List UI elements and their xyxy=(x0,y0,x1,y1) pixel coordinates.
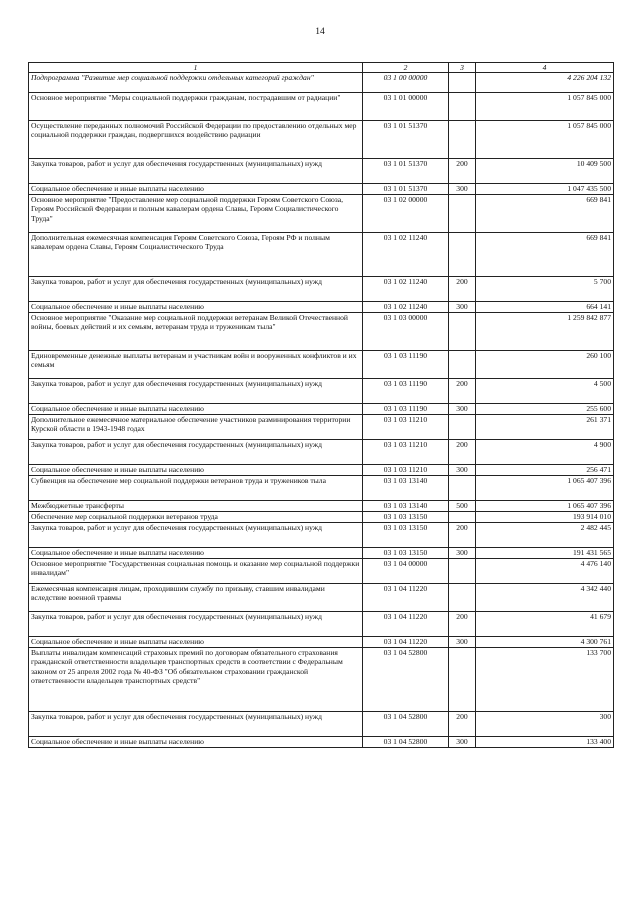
row-code-cell: 03 1 04 52800 xyxy=(363,737,449,748)
row-name-cell: Социальное обеспечение и иные выплаты населению xyxy=(29,737,363,748)
row-code-cell: 03 1 01 00000 xyxy=(363,93,449,121)
row-code-cell: 03 1 03 13150 xyxy=(363,523,449,548)
row-name-cell: Закупка товаров, работ и услуг для обеспечения государственных (муниципальных) нужд xyxy=(29,277,363,302)
row-name-cell: Закупка товаров, работ и услуг для обеспечения государственных (муниципальных) нужд xyxy=(29,612,363,637)
table-row xyxy=(29,302,614,313)
row-code-cell: 03 1 01 51370 xyxy=(363,184,449,195)
row-code-cell: 03 1 02 11240 xyxy=(363,302,449,313)
row-name-cell: Основное мероприятие "Меры социальной поддержки гражданам, пострадавшим от радиации" xyxy=(29,93,363,121)
row-code-cell: 03 1 01 51370 xyxy=(363,159,449,184)
table-row xyxy=(29,512,614,523)
row-kind-cell xyxy=(449,648,476,712)
row-code-cell: 03 1 03 11210 xyxy=(363,440,449,465)
row-code-cell: 03 1 02 00000 xyxy=(363,195,449,233)
row-kind-cell: 300 xyxy=(449,548,476,559)
row-amount-cell: 4 226 204 132 xyxy=(476,73,614,93)
row-code-cell: 03 1 03 00000 xyxy=(363,313,449,351)
row-amount-cell: 669 841 xyxy=(476,233,614,277)
row-kind-cell: 300 xyxy=(449,302,476,313)
row-amount-cell: 255 600 xyxy=(476,404,614,415)
row-code-cell: 03 1 03 11210 xyxy=(363,415,449,440)
row-code-cell: 03 1 03 11190 xyxy=(363,351,449,379)
row-kind-cell xyxy=(449,195,476,233)
row-code-cell: 03 1 03 13140 xyxy=(363,501,449,512)
row-name-cell: Закупка товаров, работ и услуг для обеспечения государственных (муниципальных) нужд xyxy=(29,159,363,184)
row-kind-cell xyxy=(449,73,476,93)
row-code-cell: 03 1 03 13140 xyxy=(363,476,449,501)
row-name-cell: Социальное обеспечение и иные выплаты населению xyxy=(29,404,363,415)
row-amount-cell: 4 342 440 xyxy=(476,584,614,612)
table-row xyxy=(29,712,614,737)
table-row xyxy=(29,195,614,233)
row-kind-cell: 200 xyxy=(449,440,476,465)
row-kind-cell: 300 xyxy=(449,404,476,415)
row-amount-cell: 133 400 xyxy=(476,737,614,748)
row-amount-cell: 1 259 842 877 xyxy=(476,313,614,351)
row-code-cell: 03 1 04 52800 xyxy=(363,648,449,712)
row-name-cell: Осуществление переданных полномочий Российской Федерации по предоставлению отдельных мер социальной поддержки граждан, подвергшихся воздействию радиации xyxy=(29,121,363,159)
row-code-cell: 03 1 04 00000 xyxy=(363,559,449,584)
row-name-cell: Выплаты инвалидам компенсаций страховых премий по договорам обязательного страхования гражданской ответственности владельцев транспортных средств в соответствии с Федеральным законом от 25 апреля 2002 года № 40-ФЗ "Об обязательном страховании гражданской ответственности владельцев транспортных средств" xyxy=(29,648,363,712)
row-kind-cell: 200 xyxy=(449,159,476,184)
row-amount-cell: 4 300 761 xyxy=(476,637,614,648)
row-kind-cell xyxy=(449,93,476,121)
row-code-cell: 03 1 00 00000 xyxy=(363,73,449,93)
row-amount-cell: 1 065 407 396 xyxy=(476,501,614,512)
row-amount-cell: 191 431 565 xyxy=(476,548,614,559)
table-row xyxy=(29,523,614,548)
table-body xyxy=(29,73,614,748)
row-kind-cell xyxy=(449,476,476,501)
row-name-cell: Дополнительная ежемесячная компенсация Героям Советского Союза, Героям РФ и полным кавалерам ордена Славы, Героям Социалистического Труда xyxy=(29,233,363,277)
row-kind-cell: 300 xyxy=(449,184,476,195)
row-name-cell: Закупка товаров, работ и услуг для обеспечения государственных (муниципальных) нужд xyxy=(29,379,363,404)
row-amount-cell: 193 914 010 xyxy=(476,512,614,523)
row-kind-cell: 200 xyxy=(449,612,476,637)
row-amount-cell: 1 057 845 000 xyxy=(476,121,614,159)
row-kind-cell: 300 xyxy=(449,637,476,648)
table-row xyxy=(29,233,614,277)
table-row xyxy=(29,737,614,748)
row-code-cell: 03 1 03 13150 xyxy=(363,512,449,523)
row-kind-cell: 200 xyxy=(449,379,476,404)
row-kind-cell xyxy=(449,351,476,379)
row-amount-cell: 10 409 500 xyxy=(476,159,614,184)
table-row xyxy=(29,277,614,302)
table-row xyxy=(29,584,614,612)
row-name-cell: Закупка товаров, работ и услуг для обеспечения государственных (муниципальных) нужд xyxy=(29,440,363,465)
row-name-cell: Единовременные денежные выплаты ветеранам и участникам войн и вооруженных конфликтов и их семьям xyxy=(29,351,363,379)
row-name-cell: Основное мероприятие "Оказание мер социальной поддержки ветеранам Великой Отечественной войны, боевых действий и их семьям, ветеранам труда и труженикам тыла" xyxy=(29,313,363,351)
table-row xyxy=(29,612,614,637)
row-kind-cell xyxy=(449,313,476,351)
row-code-cell: 03 1 04 11220 xyxy=(363,612,449,637)
row-name-cell: Социальное обеспечение и иные выплаты населению xyxy=(29,465,363,476)
table-row xyxy=(29,379,614,404)
row-code-cell: 03 1 03 11190 xyxy=(363,379,449,404)
table-row xyxy=(29,184,614,195)
row-code-cell: 03 1 04 11220 xyxy=(363,637,449,648)
row-amount-cell: 4 900 xyxy=(476,440,614,465)
row-kind-cell: 500 xyxy=(449,501,476,512)
table-row xyxy=(29,313,614,351)
table-header-row xyxy=(29,63,614,73)
table-row xyxy=(29,351,614,379)
table-row xyxy=(29,440,614,465)
table-row xyxy=(29,559,614,584)
table-row xyxy=(29,93,614,121)
row-amount-cell: 669 841 xyxy=(476,195,614,233)
row-code-cell: 03 1 04 11220 xyxy=(363,584,449,612)
row-amount-cell: 664 141 xyxy=(476,302,614,313)
table-row xyxy=(29,637,614,648)
table-row xyxy=(29,415,614,440)
row-amount-cell: 260 100 xyxy=(476,351,614,379)
row-kind-cell xyxy=(449,512,476,523)
row-code-cell: 03 1 03 11190 xyxy=(363,404,449,415)
table-row xyxy=(29,465,614,476)
row-kind-cell: 300 xyxy=(449,465,476,476)
row-amount-cell: 133 700 xyxy=(476,648,614,712)
row-amount-cell: 5 700 xyxy=(476,277,614,302)
row-code-cell: 03 1 04 52800 xyxy=(363,712,449,737)
row-name-cell: Основное мероприятие "Государственная социальная помощь и оказание мер социальной поддержки инвалидам" xyxy=(29,559,363,584)
row-code-cell: 03 1 03 13150 xyxy=(363,548,449,559)
row-kind-cell: 200 xyxy=(449,523,476,548)
row-name-cell: Социальное обеспечение и иные выплаты населению xyxy=(29,637,363,648)
row-amount-cell: 256 471 xyxy=(476,465,614,476)
header-col-name: 1 xyxy=(29,63,363,73)
row-kind-cell xyxy=(449,415,476,440)
row-name-cell: Межбюджетные трансферты xyxy=(29,501,363,512)
row-kind-cell: 200 xyxy=(449,712,476,737)
header-col-amount: 4 xyxy=(476,63,614,73)
header-col-kind: 3 xyxy=(449,63,476,73)
row-amount-cell: 300 xyxy=(476,712,614,737)
row-name-cell: Подпрограмма "Развитие мер социальной поддержки отдельных категорий граждан" xyxy=(29,73,363,93)
row-name-cell: Субвенция на обеспечение мер социальной поддержки ветеранов труда и тружеников тыла xyxy=(29,476,363,501)
row-kind-cell: 300 xyxy=(449,737,476,748)
row-amount-cell: 1 065 407 396 xyxy=(476,476,614,501)
row-name-cell: Закупка товаров, работ и услуг для обеспечения государственных (муниципальных) нужд xyxy=(29,712,363,737)
row-kind-cell xyxy=(449,584,476,612)
table-row xyxy=(29,476,614,501)
table-row xyxy=(29,73,614,93)
table-row xyxy=(29,548,614,559)
table-row xyxy=(29,121,614,159)
row-name-cell: Социальное обеспечение и иные выплаты населению xyxy=(29,184,363,195)
table-row xyxy=(29,648,614,712)
table-row xyxy=(29,501,614,512)
row-code-cell: 03 1 01 51370 xyxy=(363,121,449,159)
row-amount-cell: 41 679 xyxy=(476,612,614,637)
budget-table xyxy=(28,62,614,748)
row-kind-cell: 200 xyxy=(449,277,476,302)
row-code-cell: 03 1 02 11240 xyxy=(363,277,449,302)
row-name-cell: Основное мероприятие "Предоставление мер социальной поддержки Героям Советского Союза, Героям Российской Федерации и полным кавалерам ордена Славы, Героям Социалистического Труда" xyxy=(29,195,363,233)
row-amount-cell: 261 371 xyxy=(476,415,614,440)
row-kind-cell xyxy=(449,121,476,159)
row-name-cell: Дополнительное ежемесячное материальное обеспечение участников разминирования территории Курской области в 1943-1948 годах xyxy=(29,415,363,440)
row-amount-cell: 1 057 845 000 xyxy=(476,93,614,121)
row-kind-cell xyxy=(449,233,476,277)
table-row xyxy=(29,159,614,184)
page-number: 14 xyxy=(315,27,325,37)
row-name-cell: Социальное обеспечение и иные выплаты населению xyxy=(29,548,363,559)
row-amount-cell: 2 482 445 xyxy=(476,523,614,548)
row-code-cell: 03 1 02 11240 xyxy=(363,233,449,277)
row-code-cell: 03 1 03 11210 xyxy=(363,465,449,476)
row-name-cell: Закупка товаров, работ и услуг для обеспечения государственных (муниципальных) нужд xyxy=(29,523,363,548)
row-amount-cell: 4 476 140 xyxy=(476,559,614,584)
row-amount-cell: 4 500 xyxy=(476,379,614,404)
row-name-cell: Социальное обеспечение и иные выплаты населению xyxy=(29,302,363,313)
row-name-cell: Обеспечение мер социальной поддержки ветеранов труда xyxy=(29,512,363,523)
row-name-cell: Ежемесячная компенсация лицам, проходившим службу по призыву, ставшим инвалидами вследствие военной травмы xyxy=(29,584,363,612)
row-kind-cell xyxy=(449,559,476,584)
table-row xyxy=(29,404,614,415)
header-col-code: 2 xyxy=(363,63,449,73)
row-amount-cell: 1 047 435 500 xyxy=(476,184,614,195)
